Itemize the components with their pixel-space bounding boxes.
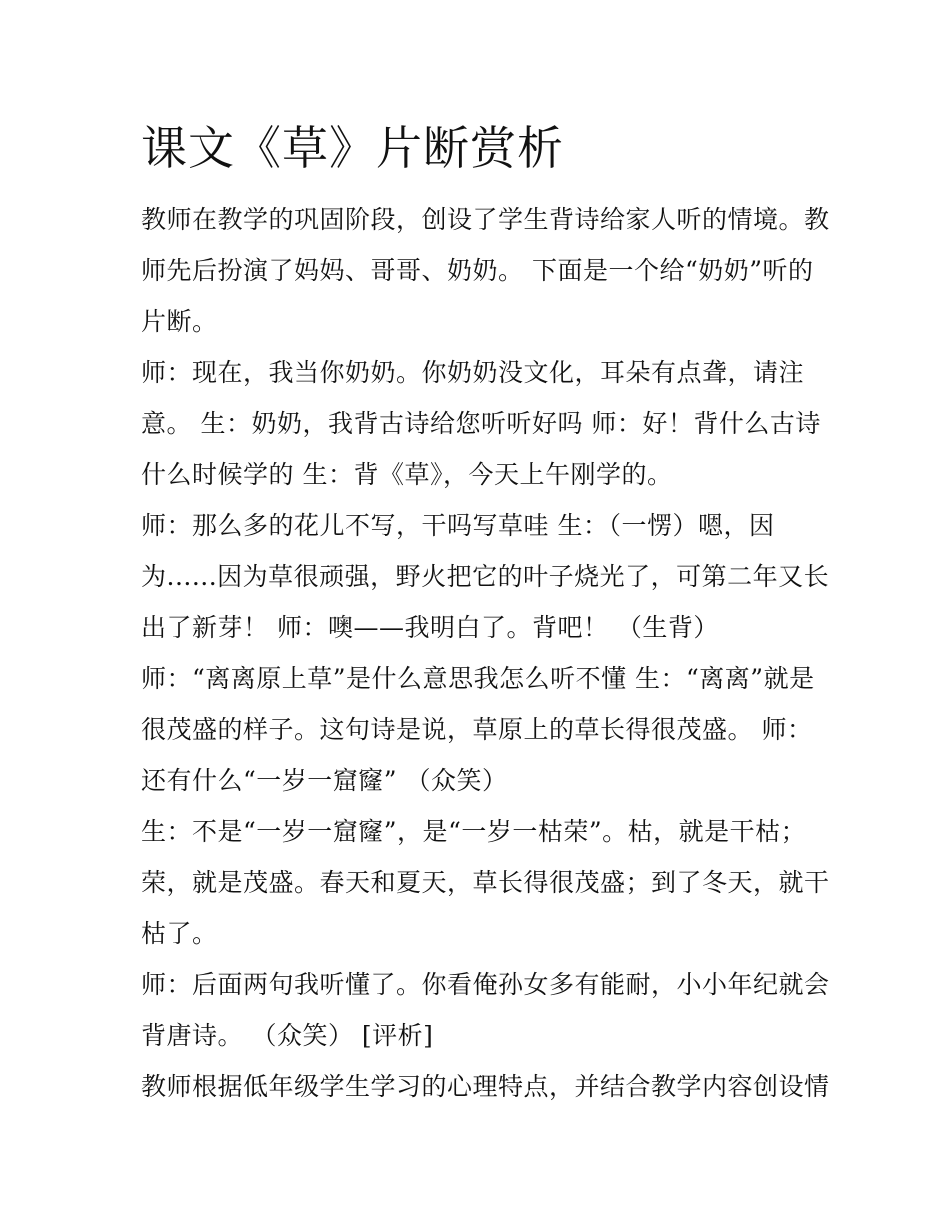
text-line: 很茂盛的样子。这句诗是说，草原上的草长得很茂盛。 师： xyxy=(141,715,813,744)
text-line: 师：现在，我当你奶奶。你奶奶没文化，耳朵有点聋，请注 xyxy=(141,358,805,387)
text-line: 师：后面两句我听懂了。你看俺孙女多有能耐，小小年纪就会 xyxy=(141,970,830,999)
text-line: 师：那么多的花儿不写，干吗写草哇 生：（一愣）嗯，因 xyxy=(141,511,775,540)
text-line: 背唐诗。 （众笑） [评析] xyxy=(141,1021,434,1050)
text-line: 师先后扮演了妈妈、哥哥、奶奶。 下面是一个给“奶奶”听的 xyxy=(141,256,814,285)
text-line: 生：不是“一岁一窟窿”，是“一岁一枯荣”。枯，就是干枯； xyxy=(141,817,807,846)
text-line: 什么时候学的 生：背《草》，今天上午刚学的。 xyxy=(141,460,673,489)
text-line: 荣，就是茂盛。春天和夏天，草长得很茂盛；到了冬天，就干 xyxy=(141,868,830,897)
text-line: 教师根据低年级学生学习的心理特点，并结合教学内容创设情 xyxy=(141,1072,830,1101)
document-text xyxy=(141,194,830,1112)
text-line: 枯了。 xyxy=(141,919,218,948)
text-line: 教师在教学的巩固阶段，创设了学生背诗给家人听的情境。教 xyxy=(141,205,830,234)
text-line: 意。 生：奶奶，我背古诗给您听听好吗 师：好！背什么古诗 xyxy=(141,409,821,438)
document-title: 课文《草》片断赏析 xyxy=(141,121,564,175)
text-line: 出了新芽！ 师：噢——我明白了。背吧！ （生背） xyxy=(141,613,719,642)
text-line: 还有什么“一岁一窟窿” （众笑） xyxy=(141,766,508,795)
document-body xyxy=(141,112,830,1112)
text-line: 片断。 xyxy=(141,307,218,336)
text-line: 为......因为草很顽强，野火把它的叶子烧光了，可第二年又长 xyxy=(141,562,830,591)
text-line: 师：“离离原上草”是什么意思我怎么听不懂 生：“离离”就是 xyxy=(141,664,815,693)
